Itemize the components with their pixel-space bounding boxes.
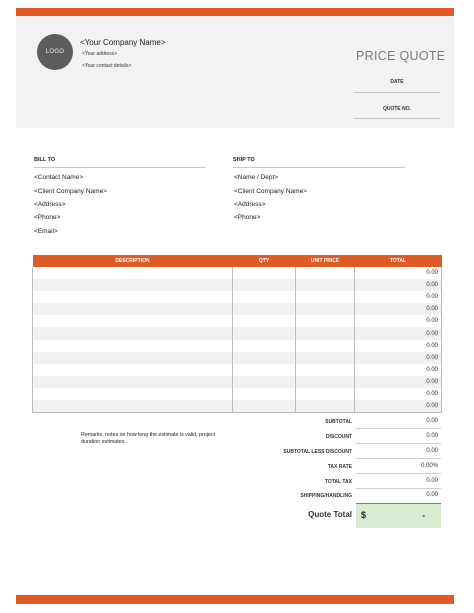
subtotal-less-discount-label: SUBTOTAL LESS DISCOUNT	[283, 449, 352, 455]
summary-divider	[356, 458, 441, 459]
total-cell: 0.00	[355, 352, 442, 364]
discount-value[interactable]: 0.00	[426, 433, 438, 439]
table-row	[33, 340, 442, 352]
description-cell[interactable]	[33, 376, 233, 388]
summary-divider	[356, 443, 441, 444]
subtotal-value: 0.00	[426, 418, 438, 424]
qty-cell[interactable]	[233, 267, 296, 279]
description-cell[interactable]	[33, 279, 233, 291]
total-cell: 0.00	[355, 279, 442, 291]
qty-cell[interactable]	[233, 388, 296, 400]
qty-cell[interactable]	[233, 400, 296, 413]
total-tax-value: 0.00	[426, 478, 438, 484]
total-cell: 0.00	[355, 364, 442, 376]
ship-to-address[interactable]: <Address>	[234, 201, 266, 208]
total-cell: 0.00	[355, 376, 442, 388]
description-cell[interactable]	[33, 291, 233, 303]
company-address[interactable]: <Your address>	[82, 51, 118, 57]
currency-symbol: $	[361, 510, 367, 520]
document-title: PRICE QUOTE	[356, 49, 446, 63]
ship-to-phone[interactable]: <Phone>	[234, 214, 261, 221]
qty-cell[interactable]	[233, 340, 296, 352]
bill-to-phone[interactable]: <Phone>	[34, 214, 61, 221]
date-label: DATE	[390, 79, 404, 85]
unit-price-cell[interactable]	[296, 315, 355, 327]
total-tax-label: TOTAL TAX	[324, 479, 352, 485]
tax-rate-label: TAX RATE	[327, 464, 352, 470]
quote-total-box	[356, 503, 441, 528]
table-row	[33, 279, 442, 291]
unit-price-cell[interactable]	[296, 400, 355, 413]
bottom-accent-bar	[16, 595, 454, 604]
description-cell[interactable]	[33, 327, 233, 339]
description-cell[interactable]	[33, 400, 233, 413]
total-cell: 0.00	[355, 315, 442, 327]
total-cell: 0.00	[355, 340, 442, 352]
bill-to-email[interactable]: <Email>	[34, 228, 58, 235]
tax-rate-value[interactable]: 0.00%	[420, 463, 438, 469]
unit-price-cell[interactable]	[296, 376, 355, 388]
qty-cell[interactable]	[233, 352, 296, 364]
summary-divider	[356, 428, 441, 429]
subtotal-less-discount-value: 0.00	[426, 448, 438, 454]
quote-number-label: QUOTE NO.	[382, 106, 412, 112]
ship-to-company[interactable]: <Client Company Name>	[234, 188, 307, 195]
table-row	[33, 327, 442, 339]
column-header-unit-price: UNIT PRICE	[296, 255, 355, 267]
unit-price-cell[interactable]	[296, 327, 355, 339]
unit-price-cell[interactable]	[296, 291, 355, 303]
total-cell: 0.00	[355, 400, 442, 413]
table-row	[33, 400, 442, 413]
remarks-text[interactable]: Remarks, notes on how long the estimate is valid, project duration estimates...	[81, 432, 215, 445]
bill-to-address[interactable]: <Address>	[34, 201, 66, 208]
date-field[interactable]	[354, 92, 440, 93]
quote-total-label: Quote Total	[308, 510, 352, 519]
ship-to-name[interactable]: <Name / Dept>	[234, 174, 279, 181]
company-contact[interactable]: <Your contact details>	[82, 63, 132, 69]
ship-to-heading: SHIP TO	[233, 157, 405, 168]
qty-cell[interactable]	[233, 279, 296, 291]
unit-price-cell[interactable]	[296, 388, 355, 400]
column-header-description: DESCRIPTION	[33, 255, 233, 267]
column-header-total: TOTAL	[355, 255, 442, 267]
description-cell[interactable]	[33, 364, 233, 376]
quote-number-field[interactable]	[354, 118, 440, 119]
unit-price-cell[interactable]	[296, 352, 355, 364]
qty-cell[interactable]	[233, 291, 296, 303]
line-items-body	[33, 267, 442, 413]
document-header	[16, 16, 454, 128]
table-row	[33, 352, 442, 364]
unit-price-cell[interactable]	[296, 267, 355, 279]
summary-divider	[356, 473, 441, 474]
subtotal-label: SUBTOTAL	[325, 419, 352, 425]
column-header-qty: QTY	[233, 255, 296, 267]
bill-to-contact-name[interactable]: <Contact Name>	[34, 174, 84, 181]
top-accent-bar	[16, 8, 454, 16]
line-items-table	[32, 255, 442, 413]
company-name[interactable]: <Your Company Name>	[80, 38, 166, 47]
total-cell: 0.00	[355, 327, 442, 339]
description-cell[interactable]	[33, 267, 233, 279]
description-cell[interactable]	[33, 315, 233, 327]
total-cell: 0.00	[355, 388, 442, 400]
shipping-handling-value[interactable]: 0.00	[426, 492, 438, 498]
table-row	[33, 315, 442, 327]
total-cell: 0.00	[355, 291, 442, 303]
description-cell[interactable]	[33, 303, 233, 315]
description-cell[interactable]	[33, 388, 233, 400]
table-header-row	[33, 255, 442, 267]
qty-cell[interactable]	[233, 315, 296, 327]
qty-cell[interactable]	[233, 303, 296, 315]
total-cell: 0.00	[355, 303, 442, 315]
description-cell[interactable]	[33, 340, 233, 352]
table-row	[33, 303, 442, 315]
unit-price-cell[interactable]	[296, 279, 355, 291]
shipping-handling-label: SHIPPING/HANDLING	[300, 493, 352, 499]
qty-cell[interactable]	[233, 364, 296, 376]
company-logo[interactable]: LOGO	[37, 34, 73, 70]
quote-total-value: -	[422, 511, 425, 520]
unit-price-cell[interactable]	[296, 303, 355, 315]
table-row	[33, 291, 442, 303]
table-row	[33, 376, 442, 388]
table-row	[33, 388, 442, 400]
unit-price-cell[interactable]	[296, 340, 355, 352]
bill-to-company[interactable]: <Client Company Name>	[34, 188, 107, 195]
description-cell[interactable]	[33, 352, 233, 364]
qty-cell[interactable]	[233, 376, 296, 388]
discount-label: DISCOUNT	[325, 434, 352, 440]
bill-to-heading: BILL TO	[34, 157, 206, 168]
summary-divider	[356, 488, 441, 489]
qty-cell[interactable]	[233, 327, 296, 339]
table-row	[33, 267, 442, 279]
unit-price-cell[interactable]	[296, 364, 355, 376]
table-row	[33, 364, 442, 376]
total-cell: 0.00	[355, 267, 442, 279]
